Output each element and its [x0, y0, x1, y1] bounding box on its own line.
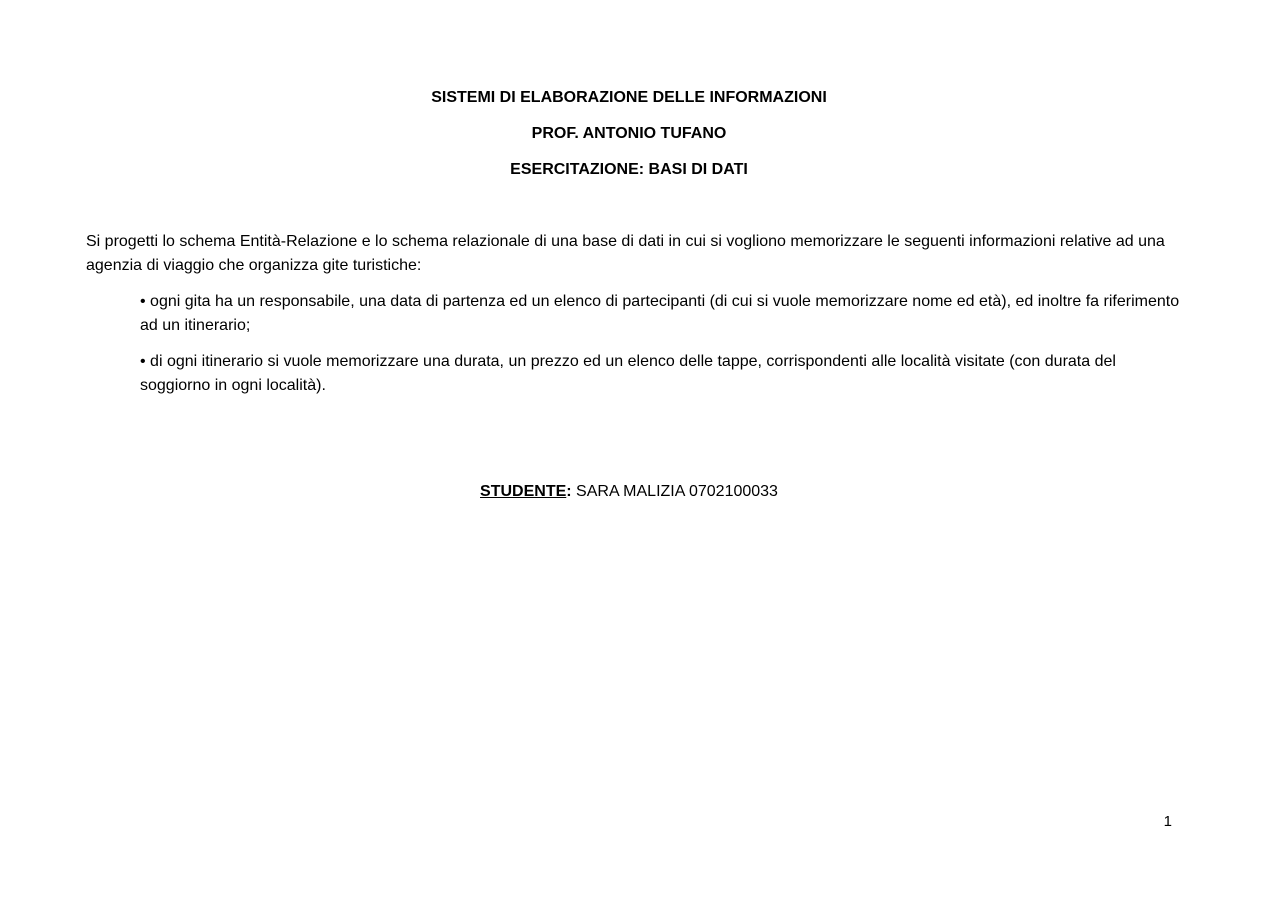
exercise-title: ESERCITAZIONE: BASI DI DATI [510, 161, 748, 178]
requirements-list [140, 290, 1180, 410]
list-item: • di ogni itinerario si vuole memorizzare una durata, un prezzo ed un elenco delle tappe, corrispondenti alle località visitate (con durata del soggiorno in ogni località). [140, 353, 1116, 394]
student-line [0, 482, 1258, 502]
student-colon: : [566, 483, 572, 500]
professor-name: PROF. ANTONIO TUFANO [531, 125, 727, 142]
student-value: SARA MALIZIA 0702100033 [571, 483, 778, 500]
student-label: STUDENTE [480, 483, 567, 500]
intro-paragraph: Si progetti lo schema Entità-Relazione e lo schema relazionale di una base di dati in cui si vogliono memorizzare le seguenti informazioni relative ad una agenzia di viaggio che organizza gite turistiche: [86, 233, 1165, 274]
page-number: 1 [1163, 813, 1172, 830]
course-title: SISTEMI DI ELABORAZIONE DELLE INFORMAZIONI [431, 89, 827, 106]
list-item: • ogni gita ha un responsabile, una data di partenza ed un elenco di partecipanti (di cui si vuole memorizzare nome ed età), ed inoltre fa riferimento ad un itinerario; [140, 293, 1180, 334]
